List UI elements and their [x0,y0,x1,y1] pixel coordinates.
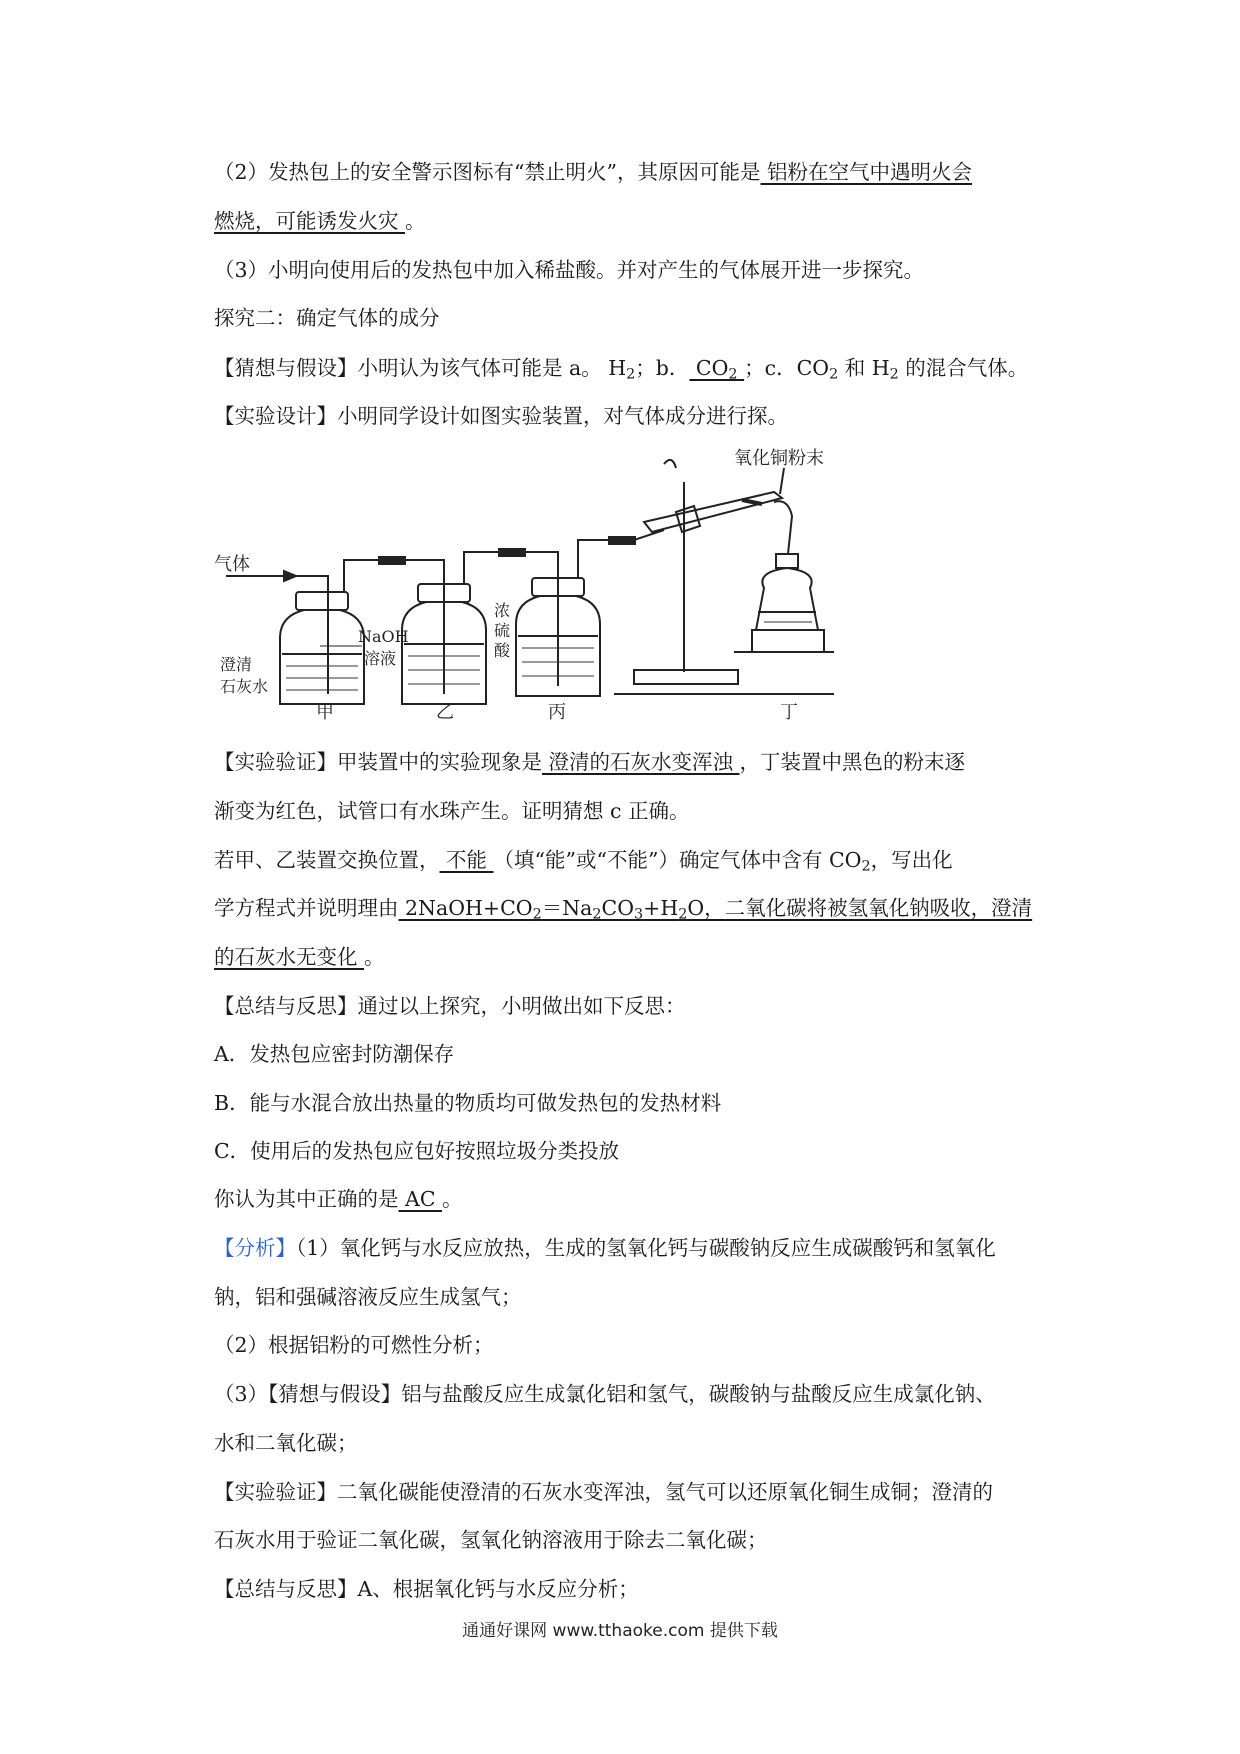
label-ding: 丁 [780,702,798,722]
option-a [214,1039,1054,1069]
subscript: 2 [678,906,688,923]
iron-stand [614,460,834,694]
question-text: 渐变为红色，试管口有水珠产生。证明猜想 c 正确。 [214,799,690,823]
analysis-text: （3）【猜想与假设】铝与盐酸反应生成氯化铝和氢气，碳酸钠与盐酸反应生成氯化钠、 [214,1382,996,1406]
subscript: 2 [861,858,871,875]
analysis-line [214,1330,1054,1360]
answer-text [398,896,1033,923]
label-cuo: 氧化铜粉末 [734,448,824,469]
answer-part: +H [643,896,679,920]
question-text: 【实验验证】甲装置中的实验现象是 [214,750,542,774]
text-line [214,1184,1054,1214]
analysis-line [214,1282,1054,1312]
label-bing: 丙 [548,702,566,722]
analysis-line [214,1428,1054,1458]
label-solution: 溶液 [364,649,397,668]
alcohol-lamp [734,501,834,652]
answer-part: ＝Na [541,896,593,920]
subscript: 3 [634,906,644,923]
question-text: ；b． [635,356,690,380]
analysis-text: 【实验验证】二氧化碳能使澄清的石灰水变浑浊，氢气可以还原氧化铜生成铜；澄清的 [214,1480,993,1504]
question-text: 和 H [838,356,890,380]
question-text: 【实验设计】小明同学设计如图实验装置，对气体成分进行探。 [214,404,788,428]
question-text: （2）发热包上的安全警示图标有“禁止明火”，其原因可能是 [214,160,761,184]
answer-text: 不能 [439,848,494,872]
text-line [214,401,1054,431]
reaction-tube [644,492,782,532]
label-pointer [780,468,784,494]
analysis-line [214,1525,1054,1555]
question-text: 【猜想与假设】小明认为该气体可能是 a。 H [214,356,627,380]
analysis-text: 石灰水用于验证二氧化碳，氢氧化钠溶液用于除去二氧化碳； [214,1528,768,1552]
label-acid-3: 酸 [494,641,511,660]
rubber-joint [499,549,525,556]
answer-text: 燃烧，可能诱发火灾 [214,209,406,233]
text-line [214,845,1054,875]
subscript: 2 [889,366,899,383]
question-text: （3）小明向使用后的发热包中加入稀盐酸。并对产生的气体展开进一步探究。 [214,258,925,282]
label-yi: 乙 [436,702,454,722]
subscript: 2 [532,906,542,923]
answer-text: 的石灰水无变化 [214,945,365,969]
analysis-tag: 【分析】 [214,1236,296,1260]
question-text: ；c．CO [744,356,830,380]
inlet-tube [296,576,328,600]
analysis-line [214,1379,1054,1409]
text-line [214,942,1054,972]
section-heading [214,303,1054,333]
answer-text: AC [398,1187,443,1211]
subscript: 2 [829,366,839,383]
punctuation: 。 [442,1187,463,1211]
analysis-text: 钠，铝和强碱溶液反应生成氢气； [214,1285,522,1309]
text-line [214,206,1054,236]
question-text: 学方程式并说明理由 [214,896,399,920]
subscript: 2 [728,366,738,383]
answer-text: 铝粉在空气中遇明火会 [760,160,973,184]
option-b [214,1088,1054,1118]
label-limewater-2: 石灰水 [220,677,269,696]
subscript: 2 [592,906,602,923]
bottle-jia [280,568,364,704]
apparatus-diagram [214,442,934,722]
option-text: B．能与水混合放出热量的物质均可做发热包的发热材料 [214,1091,722,1115]
text-line [214,796,1054,826]
arrow-icon [284,571,296,581]
text-line [214,991,1054,1021]
bottle-yi [402,560,486,704]
subscript: 2 [626,366,636,383]
question-text: 若甲、乙装置交换位置， [214,848,440,872]
answer-part: 2NaOH+CO [398,896,533,920]
bottle-bing [516,548,600,696]
question-text: 你认为其中正确的是 [214,1187,399,1211]
label-limewater-1: 澄清 [220,655,253,674]
analysis-text: 水和二氧化碳； [214,1431,358,1455]
analysis-line [214,1477,1054,1507]
question-text: ，丁装置中黑色的粉末逐 [739,750,966,774]
question-text: 的混合气体。 [898,356,1029,380]
answer-part: O，二氧化碳将被氢氧化钠吸收，澄清 [687,896,1033,920]
text-line [214,157,1054,187]
label-naoh: NaOH [358,627,409,646]
answer-text [689,356,744,383]
option-c [214,1136,1054,1166]
text-line [214,747,1054,777]
analysis-line [214,1574,1054,1604]
punctuation: 。 [405,209,426,233]
heading-text: 探究二：确定气体的成分 [214,306,440,330]
option-text: A．发热包应密封防潮保存 [214,1042,455,1066]
question-text: ，写出化 [870,848,953,872]
text-line [214,353,1054,383]
label-acid-2: 硫 [494,621,511,640]
rubber-joint [609,537,635,544]
text-line [214,893,1054,923]
label-acid-1: 浓 [494,601,511,620]
text-line [214,255,1054,285]
answer-part: CO [601,896,635,920]
option-text: C．使用后的发热包应包好按照垃圾分类投放 [214,1139,620,1163]
punctuation: 。 [364,945,385,969]
page-footer: 通通好课网 www.tthaoke.com 提供下载 [462,1621,778,1641]
answer-text: 澄清的石灰水变浑浊 [542,750,740,774]
label-gas: 气体 [214,554,250,575]
analysis-text: （1）氧化钙与水反应放热，生成的氢氧化钙与碳酸钠反应生成碳酸钙和氢氧化 [296,1236,996,1260]
label-jia: 甲 [316,702,334,722]
analysis-text: （2）根据铝粉的可燃性分析； [214,1333,494,1357]
analysis-text: 【总结与反思】A、根据氧化钙与水反应分析； [214,1577,639,1601]
answer-part: CO [689,356,729,380]
question-text: 【总结与反思】通过以上探究，小明做出如下反思： [214,994,686,1018]
rubber-joint [379,557,405,564]
question-text: （填“能”或“不能”）确定气体中含有 CO [493,848,862,872]
analysis-line [214,1233,1054,1263]
